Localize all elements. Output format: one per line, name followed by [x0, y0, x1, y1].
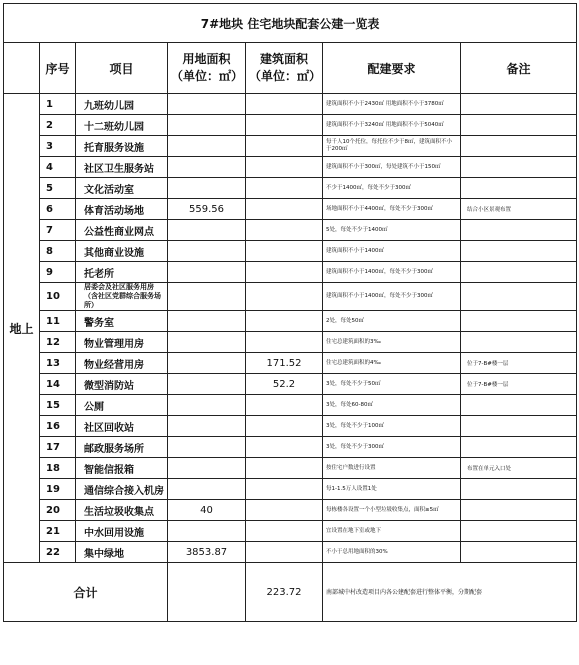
table-row	[4, 437, 577, 458]
table-row	[4, 94, 577, 115]
row-remarks	[461, 416, 577, 437]
table-row	[4, 199, 577, 220]
row-seq: 2	[40, 115, 76, 136]
total-row	[4, 563, 577, 622]
row-seq: 20	[40, 500, 76, 521]
document-page	[3, 3, 576, 622]
row-remarks	[461, 500, 577, 521]
row-item: 智能信报箱	[76, 458, 168, 479]
row-remarks	[461, 115, 577, 136]
row-land-area	[168, 311, 246, 332]
row-requirements: 建筑面积不小于1400㎡，每处不少于300㎡	[323, 283, 461, 311]
row-requirements: 3处，每处不少于50㎡	[323, 374, 461, 395]
row-seq: 22	[40, 542, 76, 563]
row-item: 公益性商业网点	[76, 220, 168, 241]
table-row	[4, 220, 577, 241]
header-build-area-line1: 建筑面积	[259, 52, 308, 66]
row-remarks	[461, 311, 577, 332]
row-build-area	[246, 395, 323, 416]
row-requirements: 建筑面积不小于3240㎡ 用地面积不小于5040㎡	[323, 115, 461, 136]
row-requirements: 2处，每处50㎡	[323, 311, 461, 332]
row-remarks	[461, 157, 577, 178]
row-remarks: 布置在单元入口处	[461, 458, 577, 479]
row-remarks	[461, 479, 577, 500]
row-land-area	[168, 94, 246, 115]
row-remarks	[461, 262, 577, 283]
row-build-area	[246, 283, 323, 311]
row-build-area	[246, 136, 323, 157]
row-build-area	[246, 199, 323, 220]
table-row	[4, 241, 577, 262]
total-requirements: 南部城中村改造项目内各公建配套进行整体平衡，分期配套	[323, 563, 577, 622]
row-land-area	[168, 395, 246, 416]
row-land-area	[168, 374, 246, 395]
row-land-area	[168, 458, 246, 479]
row-remarks	[461, 332, 577, 353]
header-land-area-line2: （单位：㎡）	[171, 69, 244, 83]
table-row	[4, 479, 577, 500]
row-land-area	[168, 136, 246, 157]
row-requirements: 每栋楼各设置一个小型垃圾收集点，面积≥5㎡	[323, 500, 461, 521]
row-build-area	[246, 241, 323, 262]
row-seq: 13	[40, 353, 76, 374]
row-requirements: 每千人10个托位，每托位不少于8㎡，建筑面积不小于200㎡	[323, 136, 461, 157]
row-build-area	[246, 542, 323, 563]
row-seq: 12	[40, 332, 76, 353]
row-item: 生活垃圾收集点	[76, 500, 168, 521]
row-item: 文化活动室	[76, 178, 168, 199]
row-item: 通信综合接入机房	[76, 479, 168, 500]
row-item: 居委会及社区服务用房（含社区党群综合服务场所）	[76, 283, 168, 311]
row-build-area	[246, 311, 323, 332]
row-build-area	[246, 262, 323, 283]
row-requirements: 每1-1.5万人设置1处	[323, 479, 461, 500]
row-land-area: 40	[168, 500, 246, 521]
row-requirements: 3处，每处不少于300㎡	[323, 437, 461, 458]
row-land-area	[168, 157, 246, 178]
row-land-area	[168, 521, 246, 542]
row-remarks	[461, 395, 577, 416]
row-build-area	[246, 94, 323, 115]
row-requirements: 宜设置在地下室或地下	[323, 521, 461, 542]
header-build-area	[246, 43, 323, 94]
header-requirements: 配建要求	[323, 43, 461, 94]
row-item: 集中绿地	[76, 542, 168, 563]
row-land-area	[168, 220, 246, 241]
header-land-area	[168, 43, 246, 94]
row-item: 物业经营用房	[76, 353, 168, 374]
table-row	[4, 542, 577, 563]
row-seq: 9	[40, 262, 76, 283]
table-row	[4, 374, 577, 395]
header-build-area-line2: （单位：㎡）	[249, 69, 322, 83]
table-title: 7#地块 住宅地块配套公建一览表	[4, 4, 577, 43]
row-remarks	[461, 542, 577, 563]
row-item: 邮政服务场所	[76, 437, 168, 458]
row-requirements: 建筑面积不小于2430㎡ 用地面积不小于3780㎡	[323, 94, 461, 115]
row-build-area	[246, 521, 323, 542]
row-seq: 17	[40, 437, 76, 458]
row-remarks	[461, 178, 577, 199]
row-item: 社区卫生服务站	[76, 157, 168, 178]
row-build-area	[246, 458, 323, 479]
row-land-area: 559.56	[168, 199, 246, 220]
row-item: 托老所	[76, 262, 168, 283]
public-facilities-table	[3, 3, 577, 622]
row-seq: 18	[40, 458, 76, 479]
row-item: 十二班幼儿园	[76, 115, 168, 136]
table-row	[4, 416, 577, 437]
row-requirements: 住宅总建筑面积的4‰	[323, 353, 461, 374]
total-build-area: 223.72	[246, 563, 323, 622]
row-land-area	[168, 332, 246, 353]
row-seq: 11	[40, 311, 76, 332]
row-remarks: 位于7-B#楼一层	[461, 374, 577, 395]
row-build-area	[246, 437, 323, 458]
row-seq: 21	[40, 521, 76, 542]
row-requirements: 3处，每处不少于100㎡	[323, 416, 461, 437]
row-build-area	[246, 479, 323, 500]
row-item: 社区回收站	[76, 416, 168, 437]
row-remarks: 位于7-B#楼一层	[461, 353, 577, 374]
row-seq: 15	[40, 395, 76, 416]
row-item: 托育服务设施	[76, 136, 168, 157]
header-seq: 序号	[40, 43, 76, 94]
row-seq: 3	[40, 136, 76, 157]
header-row	[4, 43, 577, 94]
row-remarks	[461, 220, 577, 241]
table-row	[4, 353, 577, 374]
table-row	[4, 262, 577, 283]
row-requirements: 不少于1400㎡，每处不少于300㎡	[323, 178, 461, 199]
row-requirements: 5处，每处不少于1400㎡	[323, 220, 461, 241]
row-requirements: 按住宅户数进行设置	[323, 458, 461, 479]
row-seq: 6	[40, 199, 76, 220]
row-build-area	[246, 416, 323, 437]
row-item: 微型消防站	[76, 374, 168, 395]
row-build-area	[246, 157, 323, 178]
row-requirements: 住宅总建筑面积的3‰	[323, 332, 461, 353]
row-remarks: 结合小区景观布置	[461, 199, 577, 220]
row-seq: 1	[40, 94, 76, 115]
table-row	[4, 178, 577, 199]
row-seq: 5	[40, 178, 76, 199]
row-build-area	[246, 500, 323, 521]
row-remarks	[461, 136, 577, 157]
header-remarks: 备注	[461, 43, 577, 94]
row-land-area	[168, 178, 246, 199]
row-build-area: 52.2	[246, 374, 323, 395]
row-remarks	[461, 521, 577, 542]
row-seq: 16	[40, 416, 76, 437]
total-label: 合计	[4, 563, 168, 622]
row-requirements: 3处，每处60-80㎡	[323, 395, 461, 416]
total-land-area	[168, 563, 246, 622]
row-build-area	[246, 115, 323, 136]
row-land-area	[168, 353, 246, 374]
header-blank	[4, 43, 40, 94]
row-land-area	[168, 115, 246, 136]
row-requirements: 场地面积不小于4400㎡，每处不少于300㎡	[323, 199, 461, 220]
above-ground-label: 地上	[4, 94, 40, 563]
row-item: 中水回用设施	[76, 521, 168, 542]
row-land-area	[168, 283, 246, 311]
row-land-area	[168, 437, 246, 458]
row-land-area: 3853.87	[168, 542, 246, 563]
table-row	[4, 332, 577, 353]
table-row	[4, 395, 577, 416]
row-build-area	[246, 332, 323, 353]
table-row	[4, 311, 577, 332]
table-row	[4, 521, 577, 542]
row-requirements: 建筑面积不小于300㎡，每处建筑不小于150㎡	[323, 157, 461, 178]
row-build-area	[246, 220, 323, 241]
table-row	[4, 458, 577, 479]
row-item: 其他商业设施	[76, 241, 168, 262]
row-remarks	[461, 241, 577, 262]
table-row	[4, 136, 577, 157]
table-row	[4, 115, 577, 136]
row-build-area: 171.52	[246, 353, 323, 374]
row-item: 体育活动场地	[76, 199, 168, 220]
table-row	[4, 157, 577, 178]
row-build-area	[246, 178, 323, 199]
row-remarks	[461, 283, 577, 311]
row-item: 物业管理用房	[76, 332, 168, 353]
row-requirements: 建筑面积不小于1400㎡，每处不少于300㎡	[323, 262, 461, 283]
row-item: 警务室	[76, 311, 168, 332]
row-item: 九班幼儿园	[76, 94, 168, 115]
row-seq: 8	[40, 241, 76, 262]
row-seq: 14	[40, 374, 76, 395]
header-land-area-line1: 用地面积	[182, 52, 231, 66]
row-item: 公厕	[76, 395, 168, 416]
row-land-area	[168, 479, 246, 500]
row-seq: 19	[40, 479, 76, 500]
row-land-area	[168, 416, 246, 437]
table-row	[4, 283, 577, 311]
row-requirements: 建筑面积不小于1400㎡	[323, 241, 461, 262]
header-item: 项目	[76, 43, 168, 94]
row-land-area	[168, 262, 246, 283]
row-remarks	[461, 94, 577, 115]
row-seq: 4	[40, 157, 76, 178]
row-requirements: 不小于总用地面积的30%	[323, 542, 461, 563]
row-seq: 7	[40, 220, 76, 241]
table-row	[4, 500, 577, 521]
row-remarks	[461, 437, 577, 458]
row-land-area	[168, 241, 246, 262]
row-seq: 10	[40, 283, 76, 311]
